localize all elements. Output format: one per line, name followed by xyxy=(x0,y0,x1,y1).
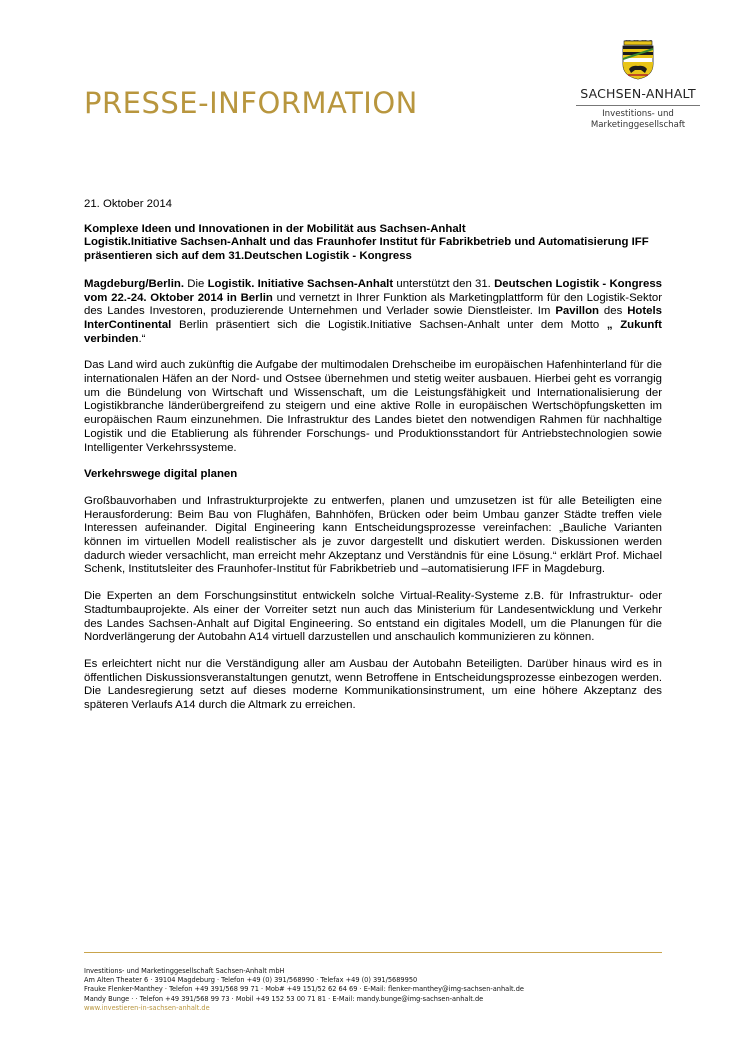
body-paragraph: Es erleichtert nicht nur die Verständigung aller am Ausbau der Autobahn Beteiligten. Darüber hinaus wird es in öffentlichen Diskussionsveranstaltungen genutzt, wenn Betroffene in Entscheidungsprozesse einbezogen werden. Die Landesregierung setzt auf dieses moderne Kommunikationsinstrument, um eine höhere Akzeptanz des späteren Verlaufs A14 durch die Altmark zu erreichen. xyxy=(84,657,662,712)
logo xyxy=(568,40,708,131)
lead-text: unterstützt den 31. xyxy=(393,277,495,290)
coat-of-arms-icon xyxy=(620,40,656,80)
brand-name: SACHSEN-ANHALT xyxy=(580,86,696,101)
article-body xyxy=(84,198,662,726)
headline-line2: Logistik.Initiative Sachsen-Anhalt und das Fraunhofer Institut für Fabrikbetrieb und Automatisierung IFF präsentieren sich auf dem 31.Deutschen Logistik - Kongress xyxy=(84,236,649,263)
website-link[interactable]: www.investieren-in-sachsen-anhalt.de xyxy=(84,1003,210,1012)
footer-contact: Frauke Flenker-Manthey · Telefon +49 391/568 99 71 · Mob# +49 151/52 62 64 69 · E-Mail: flenker-manthey@img-sachsen-anhalt.de xyxy=(84,985,524,994)
lead-text: .“ xyxy=(138,332,146,345)
footer-address: Am Alten Theater 6 · 39104 Magdeburg · Telefon +49 (0) 391/568990 · Telefax +49 (0) 391/5689950 xyxy=(84,976,418,985)
footer-company: Investitions- und Marketinggesellschaft Sachsen-Anhalt mbH xyxy=(84,967,285,975)
lead-text: Berlin präsentiert sich die Logistik.Initiative Sachsen-Anhalt unter dem Motto xyxy=(171,318,607,331)
lead-text: und vernetzt in Ihrer Funktion als Marketingplattform für den Logistik-Sektor des Landes Investoren, produzierende Unternehmen und Verlader sowie Dienstleister. Im xyxy=(84,291,662,318)
brand-tagline-line2: Marketinggesellschaft xyxy=(590,120,686,130)
lead-emphasis: Hotels InterContinental xyxy=(84,305,662,331)
lead-emphasis: Logistik. Initiative Sachsen-Anhalt xyxy=(207,277,394,290)
brand-tagline-line1: Investitions- und xyxy=(602,109,674,119)
footer-contact: Mandy Bunge · · Telefon +49 391/568 99 73 · Mobil +49 152 53 00 71 81 · E-Mail: mandy.bunge@img-sachsen-anhalt.de xyxy=(84,994,484,1003)
section-heading: Verkehrswege digital planen xyxy=(84,468,238,481)
dateline: Magdeburg/Berlin. xyxy=(84,277,184,290)
body-paragraph: Die Experten an dem Forschungsinstitut entwickeln solche Virtual-Reality-Systeme z.B. für Infrastruktur- oder Stadtumbauprojekte. Als einer der Vorreiter setzt nun auch das Ministerium für Landesentwicklung und Verkehr des Landes Sachsen-Anhalt auf Digital Engineering. So entstand ein digitales Modell, um die Planungen für die Nordverlängerung der Autobahn A14 virtuell darzustellen und anschaulich kommunizieren zu können. xyxy=(84,590,662,644)
lead-paragraph xyxy=(84,278,662,347)
brand-tagline xyxy=(568,109,708,131)
motto: „ Zukunft verbinden xyxy=(84,318,662,345)
page-title: PRESSE-INFORMATION xyxy=(84,86,418,120)
footer-divider xyxy=(84,952,662,953)
footer xyxy=(84,967,684,1013)
body-paragraph: Das Land wird auch zukünftig die Aufgabe der multimodalen Drehscheibe im europäischen Hafenhinterland für die internationalen Häfen an der Nord- und Ostsee übernehmen und stetig weiter ausbauen. Hierbei geht es vorrangig um die Bündelung von Wirtschaft und Wissenschaft, um die Leistungsfähigkeit und Internationalisierung der Logistikbranche länderübergreifend zu steigern und eine aktive Rolle in europäischen Wertschöpfungsketten im europäischen Raum einzunehmen. Die Infrastruktur des Landes bietet den notwendigen Rahmen für nachhaltige Logistik und die Etablierung als führender Forschungs- und Produktionsstandort für Antriebstechnologien sowie Intelligenter Verkehrssysteme. xyxy=(84,359,662,454)
headline xyxy=(84,223,662,264)
lead-text: Die xyxy=(184,277,208,290)
brand-divider xyxy=(576,105,700,106)
lead-emphasis: Pavillon xyxy=(555,305,600,318)
release-date: 21. Oktober 2014 xyxy=(84,198,173,210)
body-paragraph: Großbauvorhaben und Infrastrukturprojekte zu entwerfen, planen und umzusetzen ist für alle Beteiligten eine Herausforderung: Beim Bau von Flughäfen, Bahnhöfen, Brücken oder beim Umbau ganzer Städte treffen viele Interessen aufeinander. Digital Engineering kann Entscheidungsprozesse vereinfachen: „Bauliche Varianten können im virtuellen Modell realistischer als je zuvor dargestellt und diskutiert werden. Diskussionen werden dadurch wieder versachlicht, man erreicht mehr Akzeptanz und Verständnis für eine Lösung.“ erklärt Prof. Michael Schenk, Institutsleiter des Fraunhofer-Institut für Fabrikbetrieb und –automatisierung IFF in Magdeburg. xyxy=(84,494,662,576)
lead-emphasis: Deutschen Logistik - Kongress vom 22.-24. Oktober 2014 in Berlin xyxy=(84,277,662,304)
headline-line1: Komplexe Ideen und Innovationen in der Mobilität aus Sachsen-Anhalt xyxy=(84,222,466,235)
lead-text: des xyxy=(599,305,628,318)
